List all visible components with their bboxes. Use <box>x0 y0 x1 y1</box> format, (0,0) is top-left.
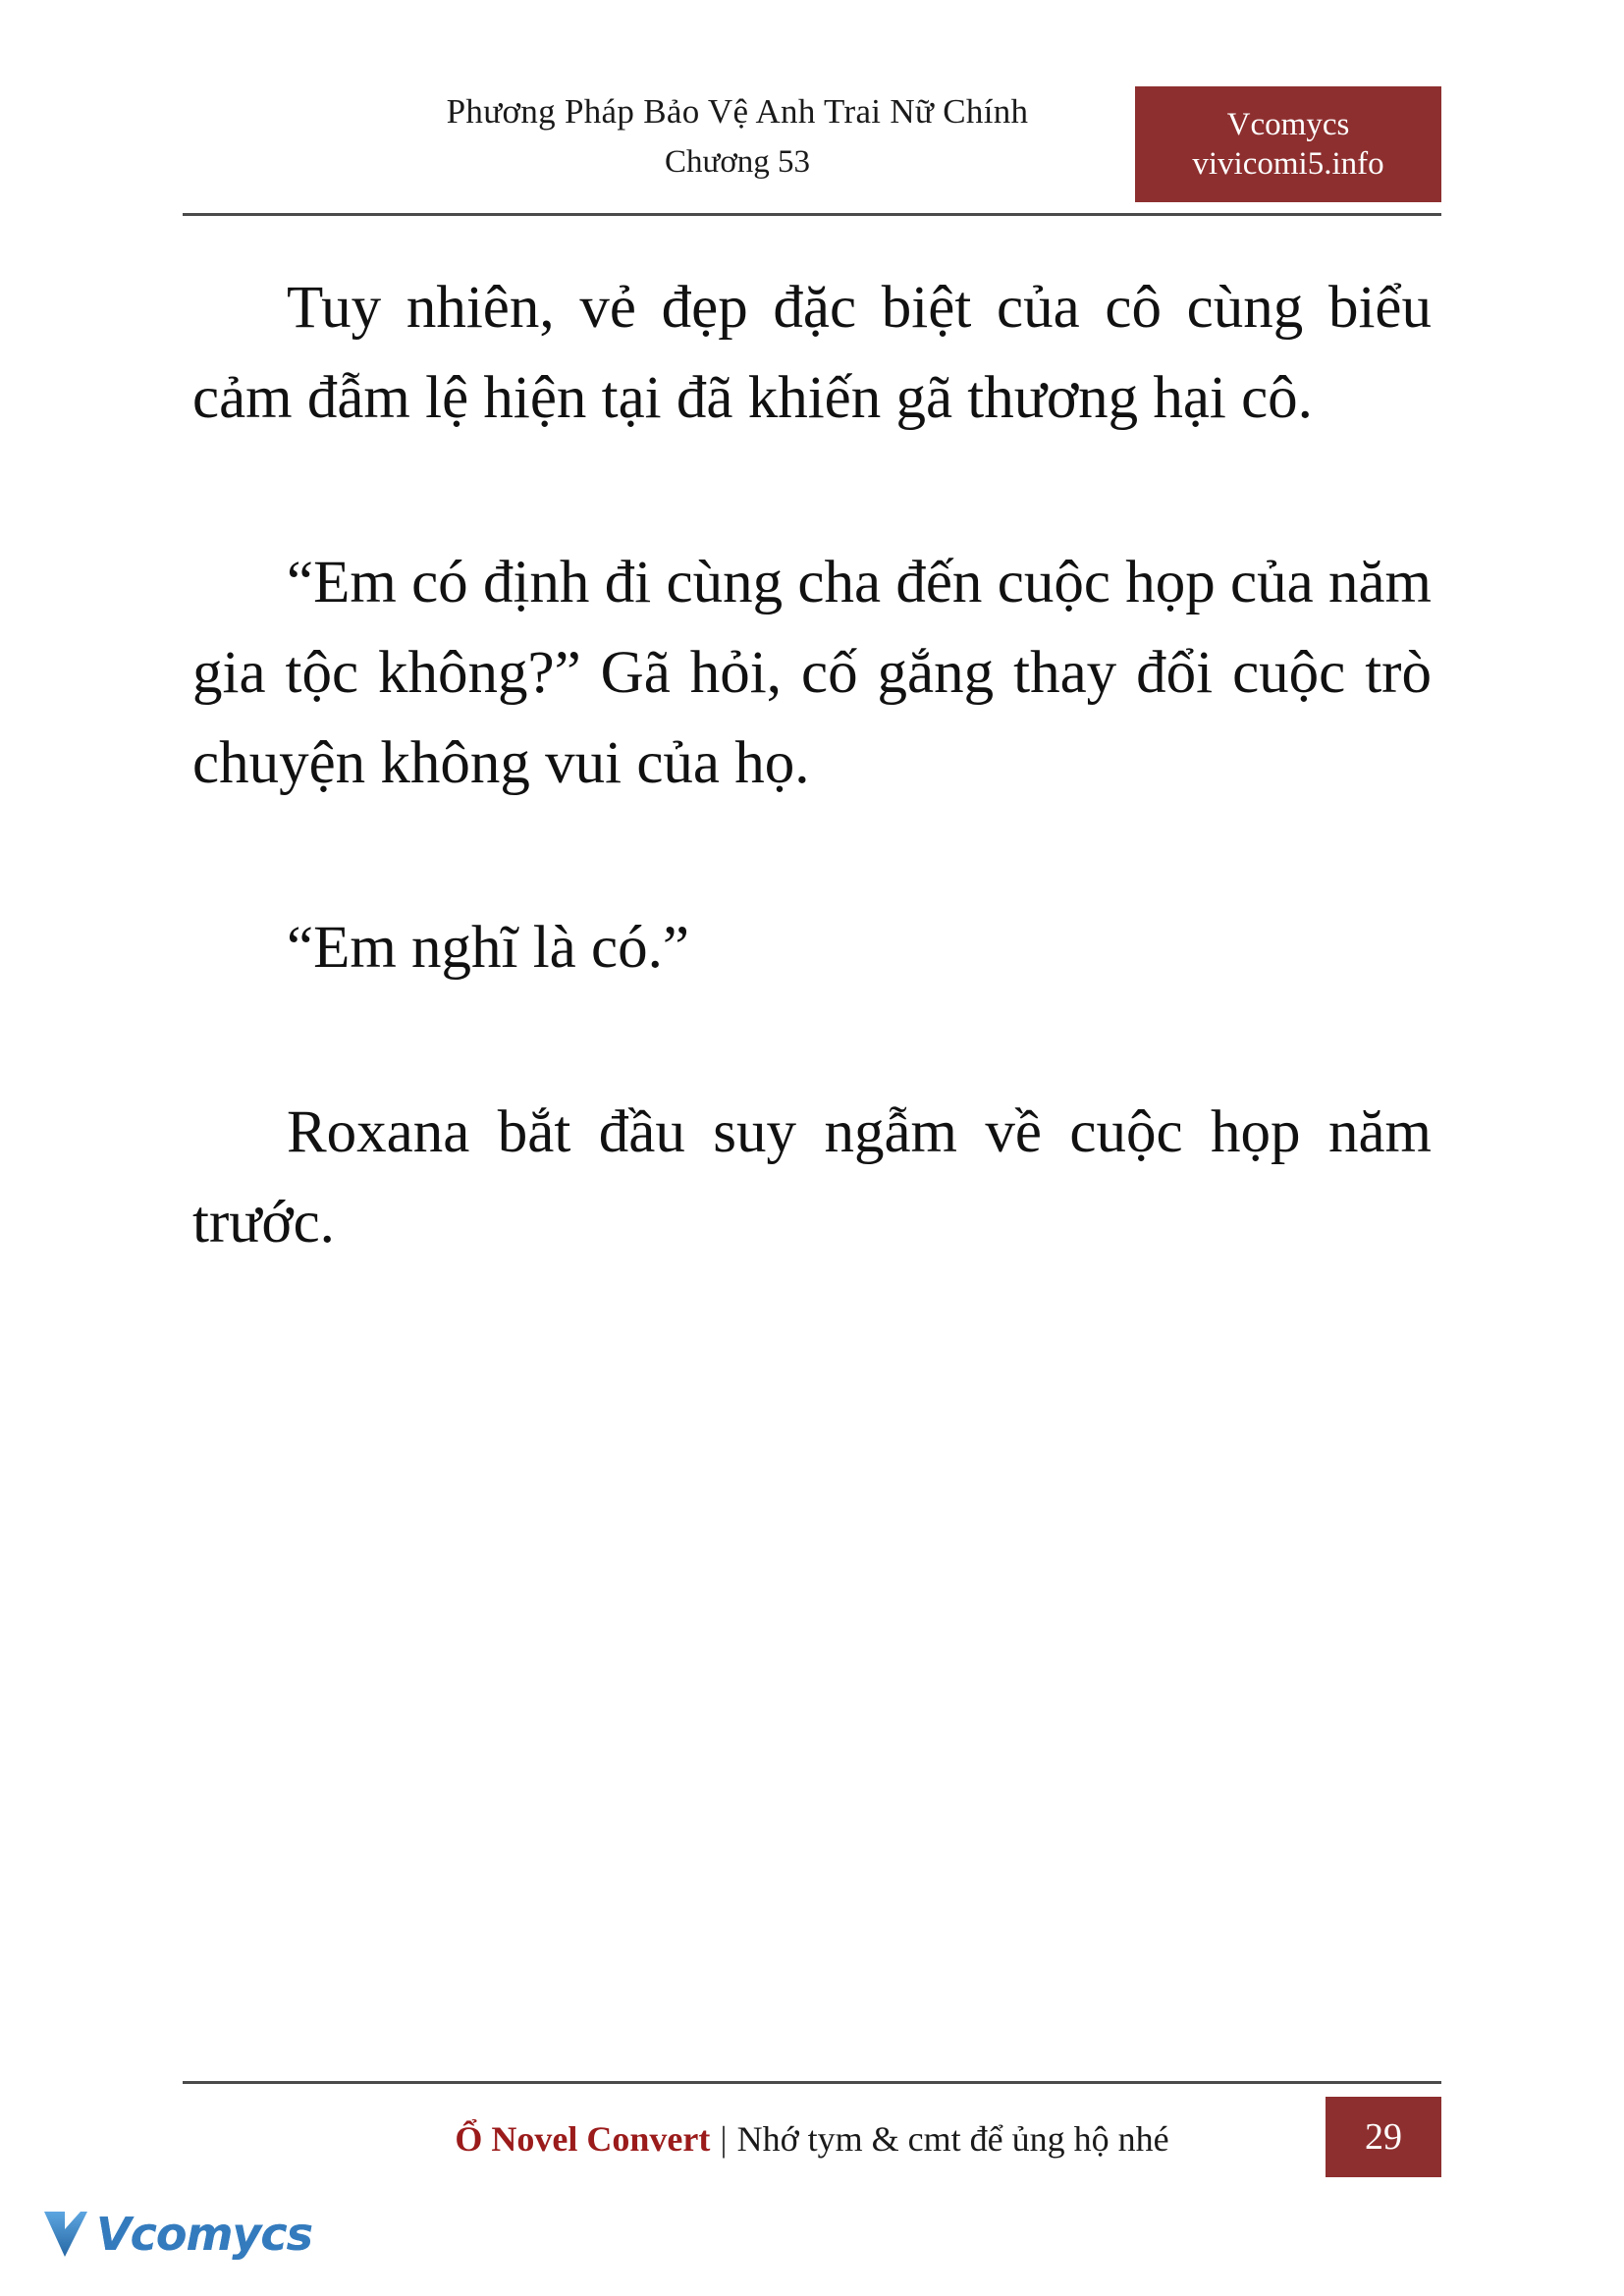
footer-note: Nhớ tym & cmt để ủng hộ nhé <box>736 2119 1169 2159</box>
paragraph: Tuy nhiên, vẻ đẹp đặc biệt của cô cùng biểu cảm đẫm lệ hiện tại đã khiến gã thương hại cô. <box>192 275 1432 431</box>
header-divider <box>183 213 1441 216</box>
watermark-site-url: vivicomi5.info <box>1192 146 1384 182</box>
footer-credit: Ổ Novel Convert <box>455 2119 711 2159</box>
watermark-badge <box>1135 86 1441 202</box>
vcomycs-logo-icon <box>41 2208 90 2261</box>
brand-logo-text: Vcomycs <box>96 2208 313 2261</box>
watermark-site-name: Vcomycs <box>1226 106 1350 142</box>
paragraph: “Em có định đi cùng cha đến cuộc họp của năm gia tộc không?” Gã hỏi, cố gắng thay đổi cuộc trò chuyện không vui của họ. <box>192 550 1432 796</box>
footer-separator: | <box>720 2119 728 2159</box>
footer-text-block <box>183 2101 1441 2177</box>
page-number: 29 <box>1365 2116 1402 2158</box>
paragraph: Roxana bắt đầu suy ngẫm về cuộc họp năm trước. <box>192 1099 1432 1255</box>
header-title-block <box>183 86 1292 187</box>
book-title: Phương Pháp Bảo Vệ Anh Trai Nữ Chính <box>446 92 1029 131</box>
brand-logo <box>41 2197 313 2271</box>
page-number-badge <box>1326 2097 1441 2177</box>
page-header <box>183 86 1441 216</box>
page-content <box>192 263 1432 1268</box>
footer-divider <box>183 2081 1441 2084</box>
page-footer <box>183 2081 1441 2199</box>
chapter-label: Chương 53 <box>664 144 811 180</box>
paragraph: “Em nghĩ là có.” <box>287 915 689 981</box>
